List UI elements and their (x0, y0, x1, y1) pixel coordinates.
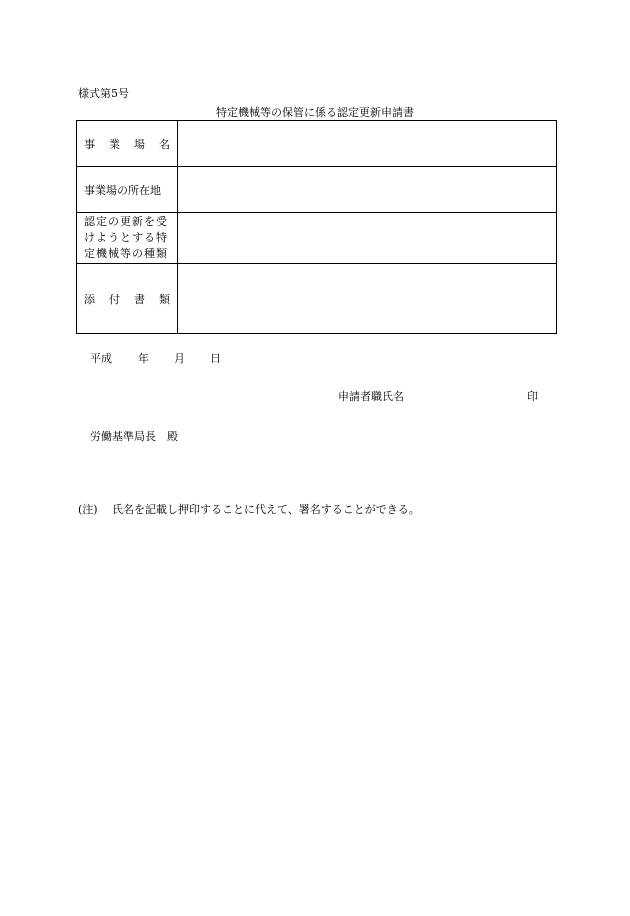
label-business-name (77, 121, 178, 167)
label-line: 定機械等の種類 (84, 247, 168, 260)
label-line: 認定の更新を受 (84, 215, 168, 228)
business-name-field[interactable] (178, 121, 557, 167)
location-field[interactable] (178, 167, 557, 213)
date-year-unit: 年 (138, 352, 149, 365)
label-line: けようとする特 (84, 231, 168, 244)
form-number: 様式第5号 (78, 87, 129, 100)
table-row-business-name (77, 121, 557, 167)
applicant-name-label: 申請者職氏名 (338, 390, 404, 403)
date-line (90, 350, 221, 366)
label-char: 名 (159, 137, 170, 151)
label-char: 類 (159, 292, 170, 306)
machine-type-field[interactable] (178, 213, 557, 264)
label-machine-type (77, 213, 178, 264)
footnote (78, 501, 420, 517)
year-blank[interactable] (112, 350, 138, 366)
table-row-machine-type (77, 213, 557, 264)
label-location-text: 事業場の所在地 (84, 183, 161, 197)
month-blank[interactable] (149, 350, 174, 366)
label-char: 場 (134, 137, 145, 151)
note-marker: (注) (78, 503, 98, 516)
label-char: 業 (109, 137, 120, 151)
day-blank[interactable] (185, 350, 210, 366)
date-era: 平成 (90, 352, 112, 365)
note-text: 氏名を記載し押印することに代えて、署名することができる。 (112, 503, 420, 516)
label-char: 付 (109, 292, 120, 306)
label-char: 書 (134, 292, 145, 306)
table-row-location (77, 167, 557, 213)
seal-mark: 印 (527, 390, 538, 403)
table-row-attachments (77, 264, 557, 334)
application-table (76, 120, 557, 334)
label-char: 添 (84, 292, 95, 306)
date-month-unit: 月 (174, 352, 185, 365)
addressee: 労働基準局長 殿 (90, 430, 178, 443)
attachments-field[interactable] (178, 264, 557, 334)
document-title: 特定機械等の保管に係る認定更新申請書 (216, 106, 414, 119)
label-location (77, 167, 178, 213)
label-char: 事 (84, 137, 95, 151)
label-attachments (77, 264, 178, 334)
date-day-unit: 日 (210, 352, 221, 365)
